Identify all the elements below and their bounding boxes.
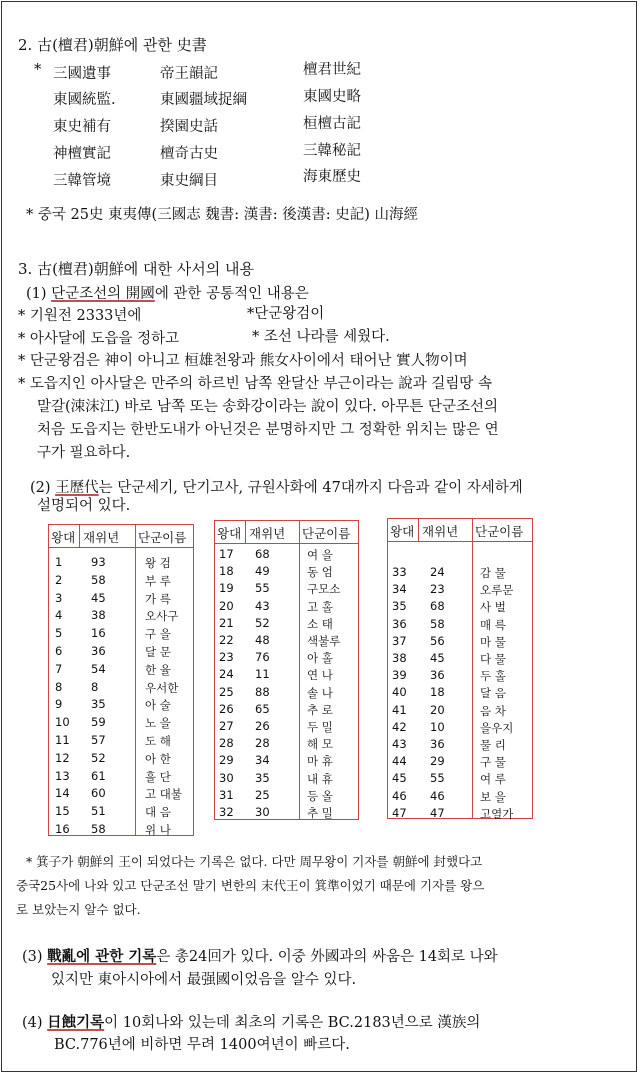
reign-years: 68: [255, 547, 270, 561]
reign-years: 20: [430, 702, 445, 717]
dangun-name: 연 나: [307, 668, 333, 683]
reign-number: 16: [55, 822, 70, 836]
header-cell: 왕대: [390, 524, 415, 539]
section2-mark: *: [34, 62, 42, 78]
dangun-name: 달 음: [480, 686, 506, 701]
header-cell: 단군이름: [302, 526, 351, 541]
sub1-item: *단군왕검이: [247, 306, 325, 322]
reign-years: 11: [255, 667, 270, 682]
reign-years: 46: [430, 788, 445, 803]
book: 帝王韻記: [160, 66, 218, 82]
sub1-underlined: 단군조선의 開國: [51, 286, 155, 302]
reign-number: 46: [392, 788, 407, 803]
section2-title: 2. 古(檀君)朝鮮에 관한 史書: [18, 36, 207, 54]
reign-years: 60: [91, 786, 106, 801]
dangun-name: 아 홀: [307, 651, 333, 666]
reign-number: 37: [392, 633, 407, 648]
dangun-name: 노 을: [145, 716, 171, 731]
dangun-name: 구모소: [307, 582, 341, 597]
header-cell: 단군이름: [475, 524, 524, 539]
reign-number: 13: [55, 768, 70, 783]
reign-years: 34: [255, 753, 270, 768]
book: 揆園史話: [160, 119, 218, 135]
king-table-2: [214, 520, 359, 820]
reign-years: 65: [255, 701, 270, 716]
book: 東國統監.: [53, 92, 116, 108]
sub1-para-line: 말갈(涑沫江) 바로 남쪽 또는 송화강이라는 說이 있다. 아무튼 단군조선의: [37, 399, 498, 415]
sub2-underlined: 王歷代: [55, 480, 99, 496]
reign-years: 24: [430, 565, 445, 579]
reign-number: 47: [392, 805, 407, 820]
reign-years: 25: [255, 787, 270, 802]
reign-number: 6: [55, 644, 63, 658]
sub1-line: * 단군왕검은 神이 아니고 桓雄천왕과 熊女사이에서 태어난 實人物이며: [18, 353, 468, 369]
dangun-name: 해 모: [307, 737, 333, 752]
reign-number: 4: [55, 608, 63, 623]
reign-years: 36: [91, 644, 106, 658]
reign-years: 45: [430, 651, 445, 665]
dangun-name: 우서한: [145, 680, 179, 695]
reign-number: 31: [219, 787, 234, 802]
dangun-name: 한 율: [145, 662, 171, 677]
dangun-name: 대 음: [145, 805, 171, 820]
sub2-line2: 설명되어 있다.: [37, 498, 131, 514]
reign-number: 23: [219, 650, 234, 665]
reign-number: 28: [219, 736, 234, 751]
reign-number: 26: [219, 701, 234, 716]
reign-number: 2: [55, 572, 63, 587]
book: 三國遺事: [53, 66, 111, 82]
book: 三韓管境: [53, 173, 111, 189]
book: 東史綱目: [160, 173, 218, 189]
section3-title: 3. 古(檀君)朝鮮에 대한 사서의 내용: [18, 260, 255, 278]
reign-number: 25: [219, 684, 234, 699]
dangun-name: 보 을: [480, 789, 506, 804]
dangun-name: 부 루: [145, 573, 171, 588]
book: 海東歷史: [303, 169, 361, 185]
reign-number: 11: [55, 733, 70, 747]
book: 三韓秘記: [303, 143, 361, 159]
reign-number: 22: [219, 633, 234, 647]
reign-years: 76: [255, 650, 270, 665]
reign-years: 38: [91, 608, 106, 623]
reign-number: 40: [392, 685, 407, 700]
reign-years: 52: [91, 750, 106, 765]
reign-years: 45: [91, 590, 106, 605]
dangun-name: 왕 검: [145, 556, 171, 570]
book: 檀君世紀: [303, 62, 361, 78]
dangun-name: 여 루: [480, 772, 506, 787]
reign-number: 9: [55, 697, 63, 712]
reign-years: 58: [91, 822, 106, 836]
sub3-line1: (3) 戰亂에 관한 기록은 총24回가 있다. 이중 外國과의 싸움은 14회로 나와: [22, 948, 498, 965]
reign-years: 88: [255, 684, 270, 699]
reign-number: 29: [219, 753, 234, 768]
sub1-para-line: 구가 필요하다.: [37, 445, 131, 461]
reign-years: 35: [91, 697, 106, 712]
reign-number: 10: [55, 715, 70, 730]
sub4-underlined: 日蝕기록: [47, 1014, 105, 1031]
footnote-line: 중국25사에 나와 있고 단군조선 말기 변한의 末代王이 箕準이었기 때문에 기자를 왕으: [16, 878, 485, 893]
reign-years: 57: [91, 733, 106, 747]
reign-number: 24: [219, 667, 234, 682]
sub1-heading: (1) 단군조선의 開國에 관한 공통적인 내용은: [26, 286, 309, 302]
king-table-3: [387, 518, 533, 819]
sub4-line1: (4) 日蝕기록이 10회나와 있는데 최초의 기록은 BC.2183년으로 漢族의: [22, 1014, 481, 1031]
reign-years: 30: [255, 805, 270, 819]
dangun-name: 마 물: [480, 634, 506, 649]
dangun-name: 추 로: [307, 702, 333, 717]
reign-number: 17: [219, 547, 234, 561]
reign-years: 43: [255, 598, 270, 613]
reign-years: 54: [91, 661, 106, 676]
reign-number: 43: [392, 737, 407, 751]
reign-number: 7: [55, 661, 63, 676]
reign-number: 14: [55, 786, 70, 801]
header-cell: 단군이름: [138, 530, 187, 545]
reign-years: 52: [255, 615, 270, 630]
dangun-name: 내 휴: [307, 771, 333, 786]
dangun-name: 매 륵: [480, 617, 506, 632]
sub1-item: * 아사달에 도읍을 정하고: [18, 331, 180, 347]
reign-years: 23: [430, 582, 445, 597]
header-cell: 재위년: [422, 524, 459, 539]
reign-number: 19: [219, 581, 234, 596]
book: 神檀實記: [53, 146, 111, 162]
reign-number: 3: [55, 590, 63, 605]
dangun-name: 여 을: [307, 548, 333, 562]
reign-years: 51: [91, 804, 106, 819]
sub1-para-line: * 도읍지인 아사달은 만주의 하르빈 남쪽 완달산 부근이라는 說과 길림땅 속: [18, 376, 493, 392]
reign-number: 15: [55, 804, 70, 819]
dangun-name: 오루문: [480, 583, 514, 598]
book: 東國疆域捉綱: [160, 92, 247, 108]
dangun-name: 위 나: [145, 823, 171, 837]
reign-years: 55: [255, 581, 270, 596]
header-cell: 재위년: [83, 530, 120, 545]
reign-years: 47: [430, 805, 445, 820]
reign-years: 36: [430, 668, 445, 683]
reign-number: 8: [55, 679, 63, 694]
sub2-heading: (2) 王歷代는 단군세기, 단기고사, 규원사화에 47대까지 다음과 같이 자세하게: [30, 480, 523, 496]
header-cell: 왕대: [51, 530, 76, 545]
reign-number: 34: [392, 582, 407, 597]
reign-years: 35: [255, 770, 270, 785]
reign-number: 33: [392, 565, 407, 579]
reign-number: 41: [392, 702, 407, 717]
dangun-name: 고 대불: [145, 787, 182, 802]
header-cell: 재위년: [249, 526, 286, 541]
reign-years: 8: [91, 679, 99, 694]
reign-years: 58: [430, 616, 445, 631]
footnote-line: * 箕子가 朝鮮의 王이 되었다는 기록은 없다. 다만 周무왕이 기자를 朝鮮에 封했다고: [26, 854, 483, 869]
reign-years: 59: [91, 715, 106, 730]
reign-number: 39: [392, 668, 407, 683]
dangun-name: 고열가: [480, 806, 514, 821]
reign-number: 5: [55, 626, 63, 641]
chinese-history-note: * 중국 25史 東夷傳(三國志 魏書: 漢書: 後漢書: 史記) 山海經: [26, 207, 419, 223]
sub1-item: * 조선 나라를 세웠다.: [252, 329, 390, 345]
book: 東史補有: [53, 119, 111, 135]
reign-number: 38: [392, 651, 407, 665]
reign-number: 18: [219, 564, 234, 579]
dangun-name: 음 차: [480, 703, 506, 718]
reign-years: 68: [430, 599, 445, 614]
reign-years: 28: [255, 736, 270, 751]
dangun-name: 구 물: [480, 755, 506, 770]
dangun-name: 아 술: [145, 698, 171, 713]
reign-years: 10: [430, 719, 445, 734]
reign-years: 36: [430, 737, 445, 751]
dangun-name: 흘 단: [145, 769, 171, 784]
dangun-name: 고 홀: [307, 599, 333, 614]
dangun-name: 감 물: [480, 566, 506, 580]
reign-number: 30: [219, 770, 234, 785]
reign-number: 44: [392, 754, 407, 769]
reign-years: 49: [255, 564, 270, 579]
reign-years: 18: [430, 685, 445, 700]
dangun-name: 등 올: [307, 788, 333, 803]
reign-years: 61: [91, 768, 106, 783]
reign-years: 58: [91, 572, 106, 587]
dangun-name: 추 밀: [307, 806, 333, 820]
dangun-name: 아 한: [145, 751, 171, 766]
reign-years: 16: [91, 626, 106, 641]
reign-number: 42: [392, 719, 407, 734]
header-cell: 왕대: [217, 526, 242, 541]
dangun-name: 물 리: [480, 738, 506, 752]
reign-years: 29: [430, 754, 445, 769]
dangun-name: 동 엄: [307, 565, 333, 580]
dangun-name: 가 륵: [145, 591, 171, 606]
book: 桓檀古記: [303, 116, 361, 132]
dangun-name: 구 을: [145, 627, 171, 642]
reign-number: 27: [219, 719, 234, 733]
reign-years: 56: [430, 633, 445, 648]
reign-number: 21: [219, 615, 234, 630]
dangun-name: 색불루: [307, 634, 341, 648]
book: 東國史略: [303, 89, 361, 105]
dangun-name: 을우지: [480, 720, 514, 735]
book: 檀奇古史: [160, 146, 218, 162]
reign-number: 12: [55, 750, 70, 765]
reign-number: 32: [219, 805, 234, 819]
dangun-name: 다 물: [480, 652, 506, 666]
dangun-name: 솔 나: [307, 685, 333, 700]
dangun-name: 도 해: [145, 734, 171, 748]
king-table-1: [48, 524, 194, 836]
dangun-name: 마 휴: [307, 754, 333, 769]
sub4-line2: BC.776년에 비하면 무려 1400여년이 빠르다.: [54, 1037, 350, 1053]
dangun-name: 오사구: [145, 609, 179, 624]
reign-years: 55: [430, 771, 445, 786]
reign-number: 36: [392, 616, 407, 631]
sub3-line2: 있지만 東아시아에서 最强國이었음을 알수 있다.: [51, 972, 357, 988]
dangun-name: 소 태: [307, 616, 333, 631]
reign-years: 26: [255, 719, 270, 733]
footnote-line: 로 보았는지 알수 없다.: [16, 902, 141, 917]
sub1-para-line: 처음 도읍지는 한반도내가 아닌것은 분명하지만 그 정확한 위치는 많은 연: [37, 422, 499, 438]
dangun-name: 두 밀: [307, 720, 333, 734]
dangun-name: 달 문: [145, 645, 171, 659]
sub1-item: * 기원전 2333년에: [18, 308, 142, 324]
dangun-name: 사 벌: [480, 600, 506, 615]
reign-years: 48: [255, 633, 270, 647]
reign-number: 20: [219, 598, 234, 613]
sub3-underlined: 戰亂에 관한 기록: [47, 948, 157, 965]
reign-number: 35: [392, 599, 407, 614]
reign-number: 1: [55, 555, 63, 569]
reign-years: 93: [91, 555, 106, 569]
dangun-name: 두 홀: [480, 669, 506, 684]
reign-number: 45: [392, 771, 407, 786]
